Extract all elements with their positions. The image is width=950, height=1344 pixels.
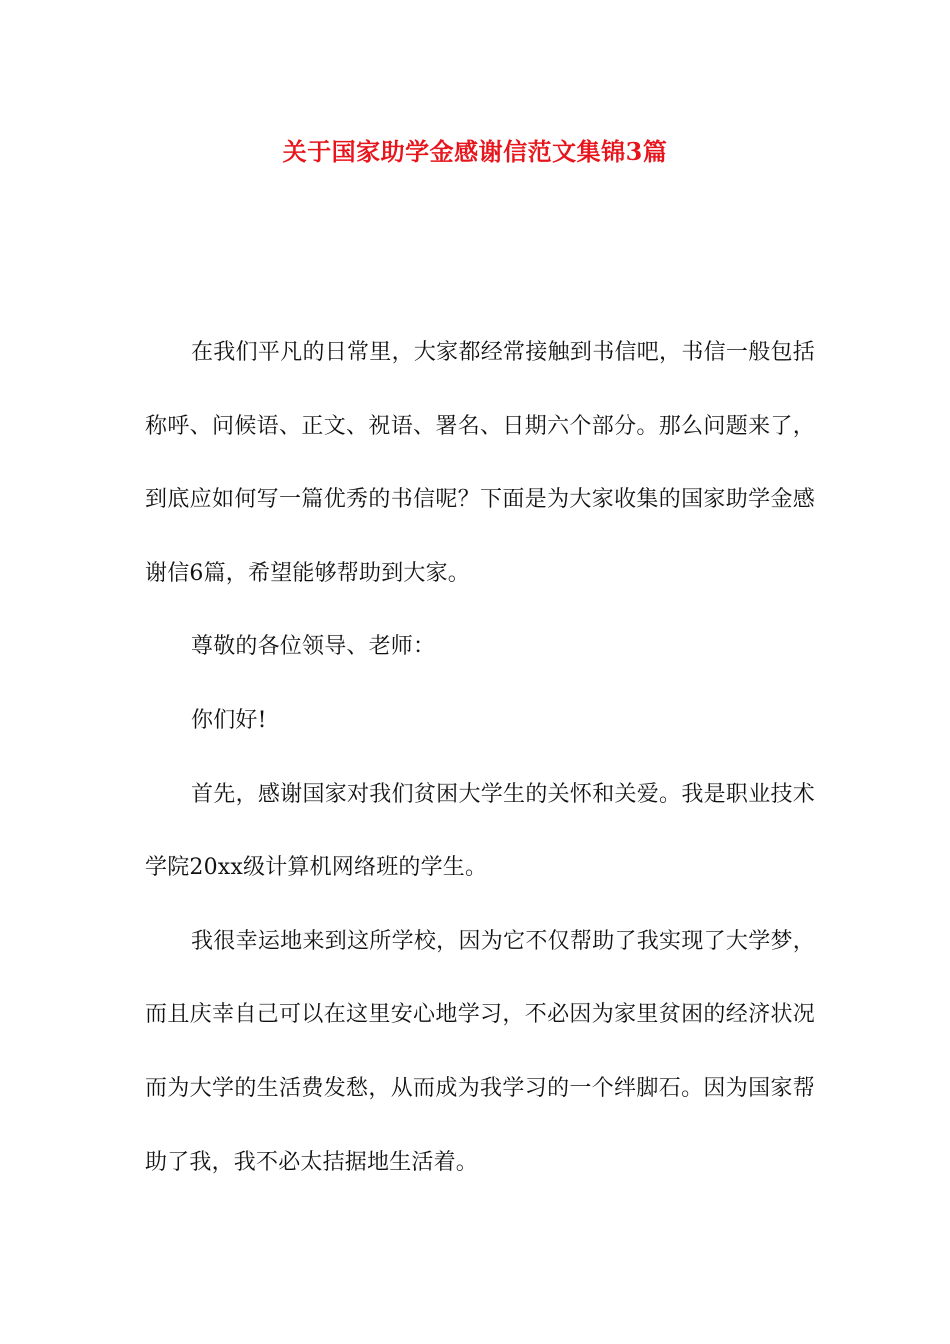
document-title: 关于国家助学金感谢信范文集锦3篇 — [282, 137, 668, 166]
paragraph-intro: 在我们平凡的日常里，大家都经常接触到书信吧，书信一般包括称呼、问候语、正文、祝语、署名、日期六个部分。那么问题来了，到底应如何写一篇优秀的书信呢？下面是为大家收集的国家助学金感谢信6篇，希望能够帮助到大家。 — [145, 340, 815, 586]
paragraph-greeting: 你们好! — [191, 707, 267, 733]
paragraph-salutation: 尊敬的各位领导、老师： — [191, 634, 436, 660]
document-body — [145, 316, 815, 1199]
paragraph-thanks: 首先，感谢国家对我们贫困大学生的关怀和关爱。我是职业技术学院20xx级计算机网络班的学生。 — [145, 781, 815, 881]
paragraph-school: 我很幸运地来到这所学校，因为它不仅帮助了我实现了大学梦，而且庆幸自己可以在这里安心地学习，不必因为家里贫困的经济状况而为大学的生活费发愁，从而成为我学习的一个绊脚石。因为国家帮助了我，我不必太拮据地生活着。 — [145, 928, 815, 1175]
